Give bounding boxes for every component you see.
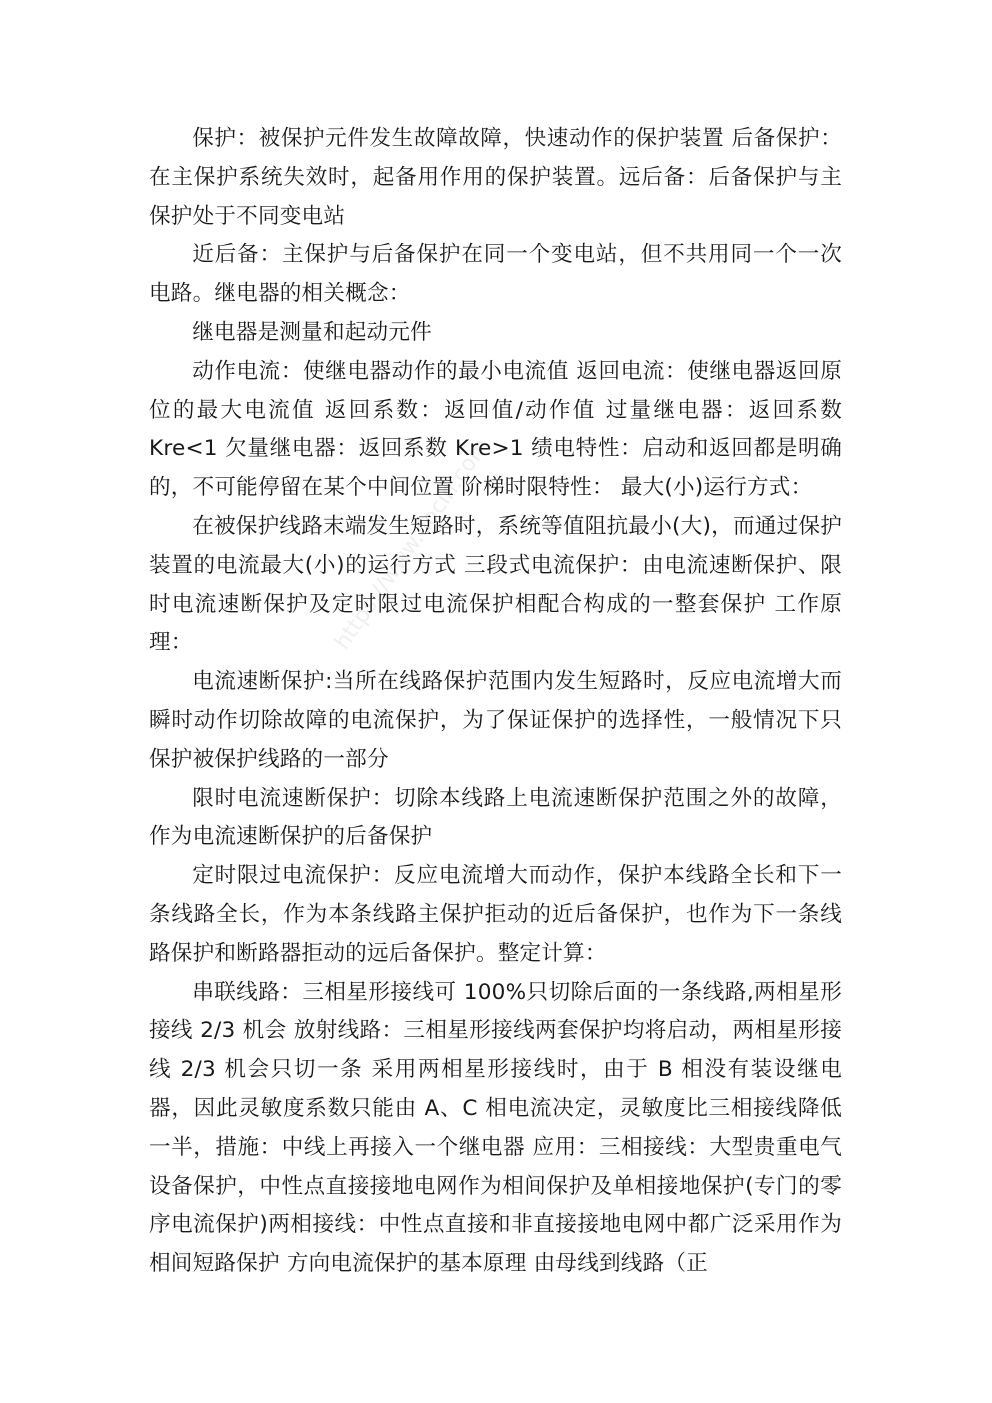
watermark: https://www.docin.com: [330, 434, 495, 655]
paragraph-series-lines: 串联线路：三相星形接线可 100%只切除后面的一条线路,两相星形接线 2/3 机会 放射线路：三相星形接线两套保护均将启动，两相星形接线 2/3 机会只切一条 采用两相星形接线时，由于 B 相没有装设继电器，因此灵敏度系数只能由 A、C 相电流决定，灵敏度比三相接线降低一半，措施：中线上再接入一个继电器 应用：三相接线：大型贵重电气设备保护，中性点直接接地电网作为相间保护及单相接地保护(专门的零序电流保护)两相接线：中性点直接和非直接接地电网中都广泛采用作为相间短路保护 方向电流保护的基本原理 由母线到线路（正: [149, 979, 842, 1277]
paragraph-time-limited-instantaneous: 限时电流速断保护：切除本线路上电流速断保护范围之外的故障，作为电流速断保护的后备保护: [149, 785, 842, 850]
paragraph-relay-element: 继电器是测量和起动元件: [192, 319, 432, 345]
paragraph-protection-definitions: 保护：被保护元件发生故障故障，快速动作的保护装置 后备保护：在主保护系统失效时，起备用作用的保护装置。远后备：后备保护与主保护处于不同变电站: [149, 126, 842, 229]
document-page: [149, 120, 842, 1284]
paragraph-operating-current: 动作电流：使继电器动作的最小电流值 返回电流：使继电器返回原位的最大电流值 返回系数：返回值/动作值 过量继电器：返回系数 Kre<1 欠量继电器：返回系数 Kre>1 绩电特性：启动和返回都是明确的，不可能停留在某个中间位置 阶梯时限特性： 最大(小)运行方式：: [149, 358, 842, 501]
paragraph-definite-time-overcurrent: 定时限过电流保护：反应电流增大而动作，保护本线路全长和下一条线路全长，作为本条线路主保护拒动的近后备保护，也作为下一条线路保护和断路器拒动的远后备保护。整定计算：: [149, 863, 842, 966]
paragraph-instantaneous-overcurrent: 电流速断保护:当所在线路保护范围内发生短路时，反应电流增大而瞬时动作切除故障的电流保护，为了保证保护的选择性，一般情况下只保护被保护线路的一部分: [149, 669, 842, 772]
paragraph-operating-mode: 在被保护线路末端发生短路时，系统等值阻抗最小(大)，而通过保护装置的电流最大(小)的运行方式 三段式电流保护：由电流速断保护、限时电流速断保护及定时限过电流保护相配合构成的一整套保护 工作原理：: [149, 513, 842, 656]
paragraph-near-backup: 近后备：主保护与后备保护在同一个变电站，但不共用同一个一次电路。继电器的相关概念：: [149, 242, 842, 307]
